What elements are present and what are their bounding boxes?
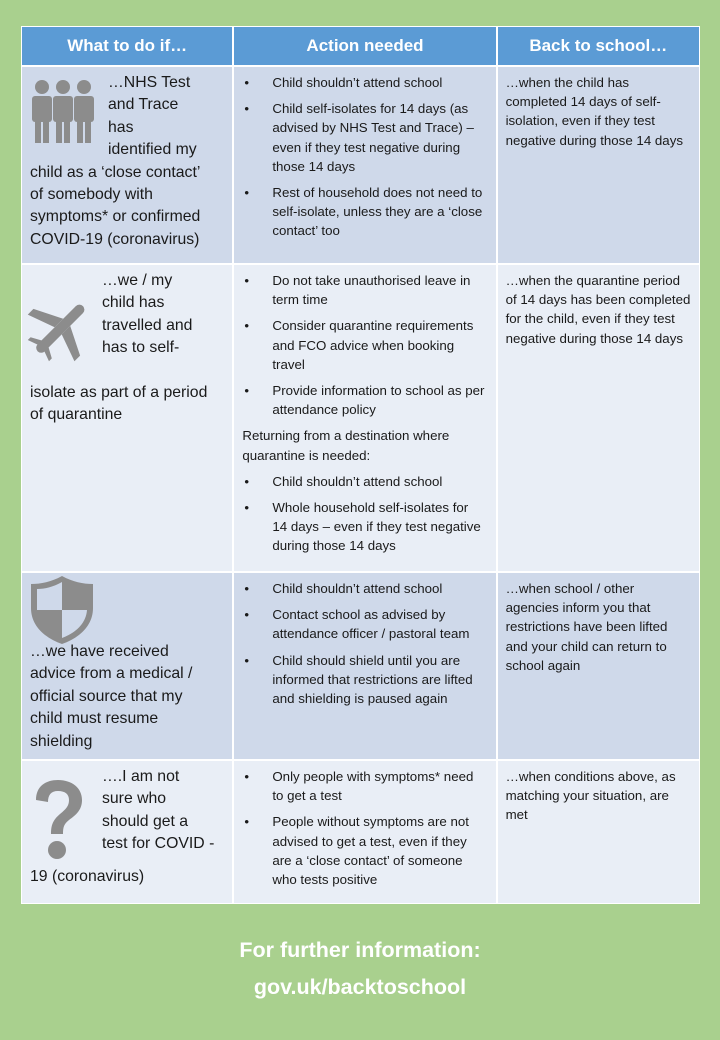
table-header [22,27,699,65]
table-row [22,759,699,903]
what-line: child must resume [30,710,159,728]
back-cell [498,573,699,759]
list-item: • People without symptoms are not advised to get a test, even if they are a ‘close contact’ of someone who tests positive [242,812,485,889]
table-row [22,263,699,571]
back-text: …when the child has completed 14 days of self-isolation, even if they test negative during those 14 days [505,75,683,148]
what-line: of quarantine [30,406,123,424]
guidance-table [21,26,700,904]
airplane-icon [24,292,100,382]
what-line: …we / my [102,272,173,289]
list-item: • Rest of household does not need to self-isolate, unless they are a ‘close contact’ too [242,183,485,241]
what-line: 19 (coronavirus) [30,868,145,885]
action-text: Whole household self-isolates for 14 days – even if they test negative during those 14 days [272,500,481,554]
list-item: • Child self-isolates for 14 days (as advised by NHS Test and Trace) – even if they test negative during those 14 days [242,99,485,176]
what-line: advice from a medical / [30,665,193,683]
action-text: Only people with symptoms* need to get a test [272,769,474,804]
list-item: • Child shouldn’t attend school [242,73,485,92]
action-text: Rest of household does not need to self-isolate, unless they are a ‘close contact’ too [272,185,483,239]
back-cell [498,67,699,263]
what-line: ….I am not [102,768,180,785]
back-cell [498,265,699,571]
what-cell [22,761,234,903]
action-cell [234,761,497,903]
action-text: Child self-isolates for 14 days (as advised by NHS Test and Trace) – even if they test negative during those 14 days [272,101,474,174]
list-item: • Whole household self-isolates for 14 days – even if they test negative during those 14 days [242,498,485,556]
action-text: Child shouldn’t attend school [272,75,443,90]
what-cell [22,67,234,263]
action-text: Provide information to school as per attendance policy [272,383,485,418]
action-text: Child should shield until you are informed that restrictions are lifted and shielding is paused again [272,652,473,707]
header-back-to-school: Back to school… [498,27,699,65]
shield-icon [29,574,95,646]
table-row [22,65,699,263]
back-text: …when conditions above, as matching your situation, are met [505,769,676,823]
what-line: test for COVID - [102,835,215,853]
question-mark-icon [30,778,102,866]
what-line: travelled and [102,316,193,334]
action-text: People without symptoms are not advised to get a test, even if they are a ‘close contact’ of someone who tests positive [272,814,469,888]
what-cell [22,573,234,759]
back-text: …when school / other agencies inform you that restrictions have been lifted and your child can return to school again [505,581,668,673]
what-line: shielding [30,732,93,750]
back-text: …when the quarantine period of 14 days has been completed for the child, even if they test negative during those 14 days [505,273,691,346]
what-cell [22,265,234,571]
what-line: …we have received [30,642,169,660]
what-line: child has [102,294,165,312]
action-cell [234,573,497,759]
list-item: • Child should shield until you are informed that restrictions are lifted and shielding is paused again [242,651,485,709]
list-item: • Child shouldn’t attend school [242,472,485,491]
what-line: has [108,118,134,136]
footer-heading: For further information: [239,938,481,962]
action-cell [234,67,497,263]
what-line: identified my [108,141,197,159]
what-line: of somebody with [30,186,153,204]
what-line: sure who [102,790,167,808]
what-line: COVID-19 (coronavirus) [30,230,200,248]
list-item: • Consider quarantine requirements and FCO advice when booking travel [242,316,485,374]
list-item: • Only people with symptoms* need to get a test [242,767,485,805]
action-subheading: Returning from a destination where quarantine is needed: [242,428,450,463]
what-line: has to self- [102,339,180,357]
table-row [22,571,699,759]
list-item: • Child shouldn’t attend school [242,579,485,598]
list-item: • Contact school as advised by attendance officer / pastoral team [242,605,485,643]
what-line: and Trace [108,96,179,114]
list-item: • Provide information to school as per attendance policy [242,381,485,419]
action-cell [234,265,497,571]
action-text: Contact school as advised by attendance officer / pastoral team [272,607,470,642]
what-line: …NHS Test [108,74,191,91]
people-group-icon [30,79,102,147]
what-line: should get a [102,812,189,830]
what-line: official source that my [30,687,183,705]
what-line: child as a ‘close contact’ [30,163,201,181]
action-text: Do not take unauthorised leave in term time [272,273,471,308]
what-line: isolate as part of a period [30,384,208,401]
header-what-to-do: What to do if… [22,27,234,65]
header-action-needed: Action needed [234,27,497,65]
footer-link[interactable]: gov.uk/backtoschool [253,975,467,999]
action-text: Child shouldn’t attend school [272,581,443,596]
what-text [30,641,228,753]
list-item: • Do not take unauthorised leave in term time [242,271,485,309]
action-text: Consider quarantine requirements and FCO advice when booking travel [272,318,474,372]
action-text: Child shouldn’t attend school [272,473,443,489]
back-cell [498,761,699,903]
what-line: symptoms* or confirmed [30,208,201,226]
